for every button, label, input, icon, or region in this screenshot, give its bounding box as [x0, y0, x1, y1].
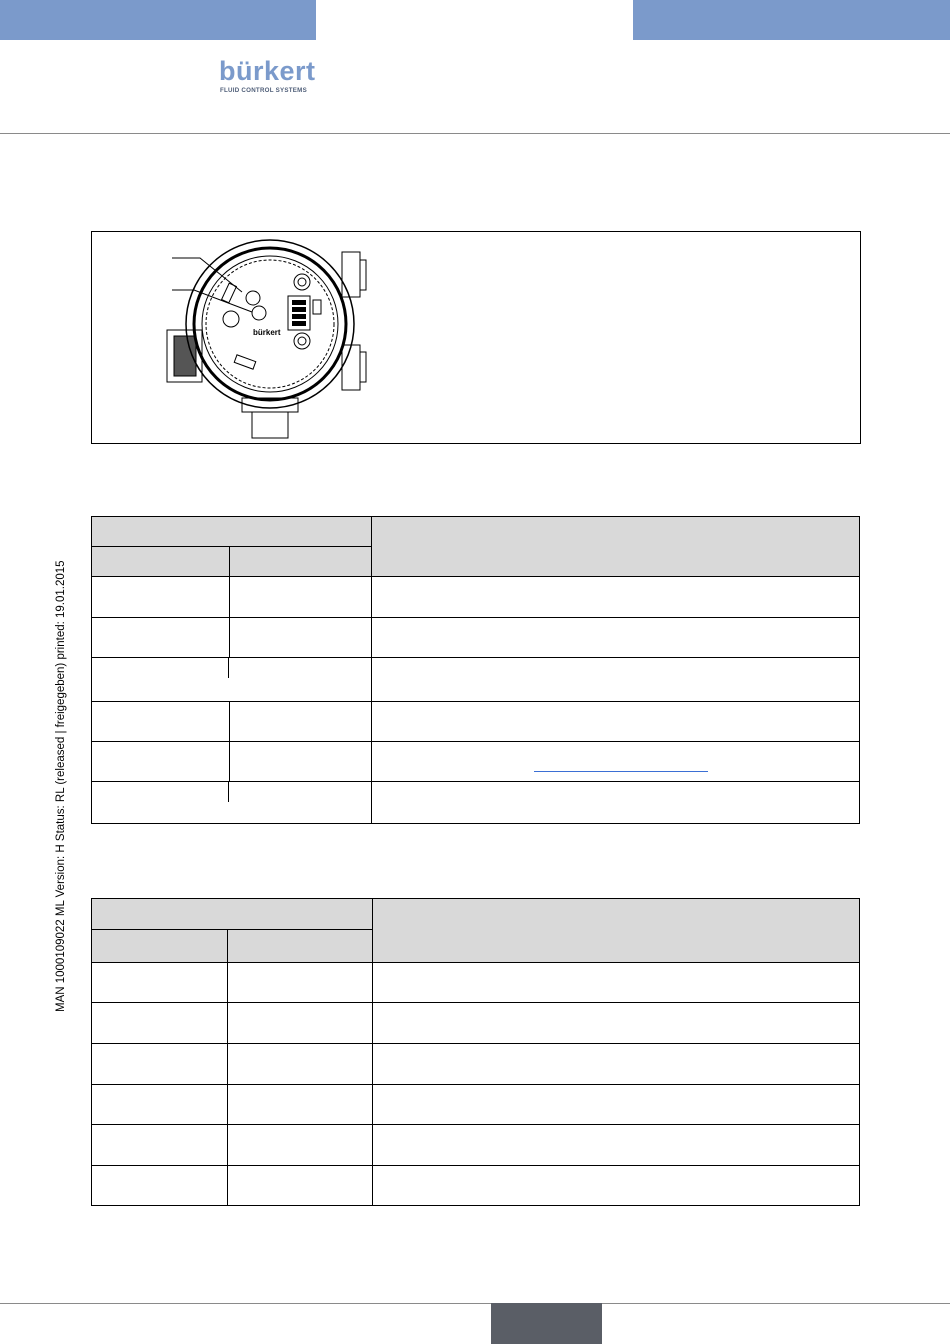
table-cell	[92, 1166, 228, 1206]
table-cell	[92, 577, 230, 618]
table-cell	[373, 1166, 860, 1206]
table-row	[92, 618, 860, 658]
table-cell	[229, 742, 372, 782]
table-cell	[372, 742, 860, 782]
table-row	[92, 702, 860, 742]
document-status-text: MAN 1000109022 ML Version: H Status: RL (released | freigegeben) printed: 19.01.2015	[55, 560, 67, 1012]
table-row	[92, 1166, 860, 1206]
table-header-cell	[92, 547, 230, 577]
table-cell	[92, 618, 230, 658]
table-row	[92, 742, 860, 782]
table-header-cell	[229, 547, 372, 577]
table-cell	[92, 1003, 228, 1044]
table-cell	[372, 577, 860, 618]
led-2	[252, 306, 266, 320]
led-1	[246, 291, 260, 305]
table-header-row	[92, 899, 860, 930]
device-drawing	[92, 232, 860, 443]
table-cell	[92, 742, 230, 782]
table-cell	[373, 1044, 860, 1085]
table-header-cell	[372, 517, 860, 577]
table-cell	[372, 618, 860, 658]
burkert-logo	[219, 56, 319, 96]
table-cell	[92, 1085, 228, 1125]
table-cell	[373, 1003, 860, 1044]
table-row	[92, 1044, 860, 1085]
table-row	[92, 1085, 860, 1125]
dip-switch	[288, 296, 310, 330]
logo-wordmark: bürkert	[219, 56, 316, 86]
table-row	[92, 577, 860, 618]
hyperlink-underline[interactable]	[534, 771, 708, 772]
table-cell	[92, 702, 230, 742]
logo-tagline: FLUID CONTROL SYSTEMS	[220, 87, 307, 94]
table-cell	[92, 963, 228, 1003]
device-brand-label: bürkert	[253, 328, 281, 337]
table-cell	[372, 702, 860, 742]
table-header-cell	[92, 930, 228, 963]
table-cell	[227, 1125, 373, 1166]
table-cell	[229, 618, 372, 658]
table-cell	[92, 1044, 228, 1085]
table-header-cell	[92, 899, 373, 930]
table-cell	[373, 963, 860, 1003]
upper-boss	[342, 252, 360, 297]
table-row	[92, 963, 860, 1003]
callout-line-2	[172, 290, 252, 312]
table-row	[92, 658, 860, 702]
table-header-cell	[92, 517, 372, 547]
footer-rule	[0, 1303, 950, 1304]
table-cell	[229, 577, 372, 618]
table-row	[92, 782, 860, 824]
table-header-cell	[227, 930, 373, 963]
table-cell	[227, 1085, 373, 1125]
page-number-tab	[491, 1303, 602, 1344]
table-cell	[229, 702, 372, 742]
header-bar-right	[633, 0, 950, 40]
table-cell	[227, 1166, 373, 1206]
header-rule	[0, 133, 950, 134]
table-cell	[92, 1125, 228, 1166]
table-header-row	[92, 517, 860, 547]
table-cell	[373, 1085, 860, 1125]
table-cell	[372, 658, 860, 702]
table-row	[92, 1125, 860, 1166]
device-figure	[91, 231, 861, 444]
callout-line-1	[172, 258, 242, 292]
table-cell	[372, 782, 860, 824]
table-cell	[373, 1125, 860, 1166]
lower-boss	[342, 345, 360, 390]
table-cell	[227, 1044, 373, 1085]
header-bar-left	[0, 0, 316, 40]
table-header-cell	[373, 899, 860, 963]
table-cell	[92, 658, 372, 702]
table-2	[91, 898, 860, 1206]
table-cell	[227, 1003, 373, 1044]
table-row	[92, 1003, 860, 1044]
table-cell	[227, 963, 373, 1003]
table-1	[91, 516, 860, 824]
table-cell	[92, 782, 372, 824]
